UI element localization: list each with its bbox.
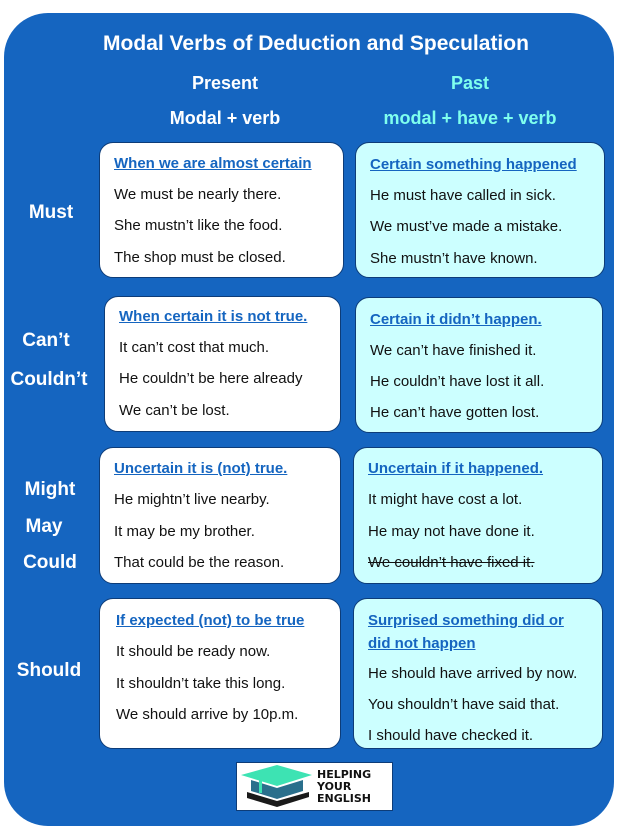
example-sentence: He couldn’t be here already (119, 370, 303, 387)
example-sentence: We must be nearly there. (114, 186, 282, 203)
page-title: Modal Verbs of Deduction and Speculation (103, 32, 529, 55)
row-label-might: Might (24, 479, 76, 500)
example-sentence: He must have called in sick. (370, 187, 556, 204)
logo-line-1: HELPING (317, 768, 372, 781)
example-sentence: We can’t have finished it. (370, 342, 537, 359)
row-label-must: Must (28, 202, 74, 223)
row-label-couldnt: Couldn’t (10, 369, 88, 390)
might-past-box (353, 447, 603, 584)
past-formula: modal + have + verb (383, 108, 557, 128)
book-graduation-cap-icon (237, 763, 315, 810)
helping-your-english-logo (236, 762, 393, 811)
might-present-box (99, 447, 341, 584)
box-heading: Certain something happened (370, 156, 577, 173)
should-past-box (353, 598, 603, 749)
example-sentence: It should be ready now. (116, 643, 271, 660)
example-sentence: He may not have done it. (368, 523, 535, 540)
example-sentence: It might have cost a lot. (368, 491, 523, 508)
example-sentence: He couldn’t have lost it all. (370, 373, 545, 390)
should-present-box (99, 598, 341, 749)
cant-past-box (355, 297, 603, 433)
example-sentence: She mustn’t have known. (370, 250, 538, 267)
must-past-box (355, 142, 605, 278)
example-sentence: He can’t have gotten lost. (370, 404, 540, 421)
logo-wordmark (317, 769, 371, 805)
example-sentence: That could be the reason. (114, 554, 285, 571)
row-label-cant: Can’t (22, 330, 70, 351)
box-heading: Uncertain it is (not) true. (114, 460, 288, 477)
example-sentence: It may be my brother. (114, 523, 255, 540)
box-heading: Uncertain if it happened. (368, 460, 544, 477)
example-sentence: She mustn’t like the food. (114, 217, 283, 234)
example-sentence: The shop must be closed. (114, 249, 286, 266)
box-heading: If expected (not) to be true (116, 612, 305, 629)
logo-line-2: YOUR (317, 780, 352, 793)
example-sentence: It shouldn’t take this long. (116, 675, 286, 692)
box-heading-line-1: Surprised something did or (368, 612, 564, 629)
row-label-may: May (25, 516, 63, 537)
example-sentence: We should arrive by 10p.m. (116, 706, 299, 723)
example-sentence: It can’t cost that much. (119, 339, 270, 356)
struck-example-sentence: We couldn’t have fixed it. (368, 554, 535, 571)
example-sentence: You shouldn’t have said that. (368, 696, 560, 713)
box-heading-line-2: did not happen (368, 635, 476, 652)
box-heading: When certain it is not true. (119, 308, 308, 325)
example-sentence: We can’t be lost. (119, 402, 230, 419)
must-present-box (99, 142, 344, 278)
logo-line-3: ENGLISH (317, 792, 371, 805)
row-label-should: Should (16, 660, 82, 681)
example-sentence: He should have arrived by now. (368, 665, 578, 682)
past-column-header: Past (450, 73, 490, 93)
present-formula: Modal + verb (169, 108, 281, 128)
example-sentence: We must’ve made a mistake. (370, 218, 563, 235)
cant-present-box (104, 296, 341, 432)
box-heading: Certain it didn’t happen. (370, 311, 542, 328)
row-label-could: Could (23, 552, 77, 573)
example-sentence: I should have checked it. (368, 727, 534, 744)
present-column-header: Present (191, 73, 259, 93)
example-sentence: He mightn’t live nearby. (114, 491, 270, 508)
box-heading: When we are almost certain (114, 155, 312, 172)
